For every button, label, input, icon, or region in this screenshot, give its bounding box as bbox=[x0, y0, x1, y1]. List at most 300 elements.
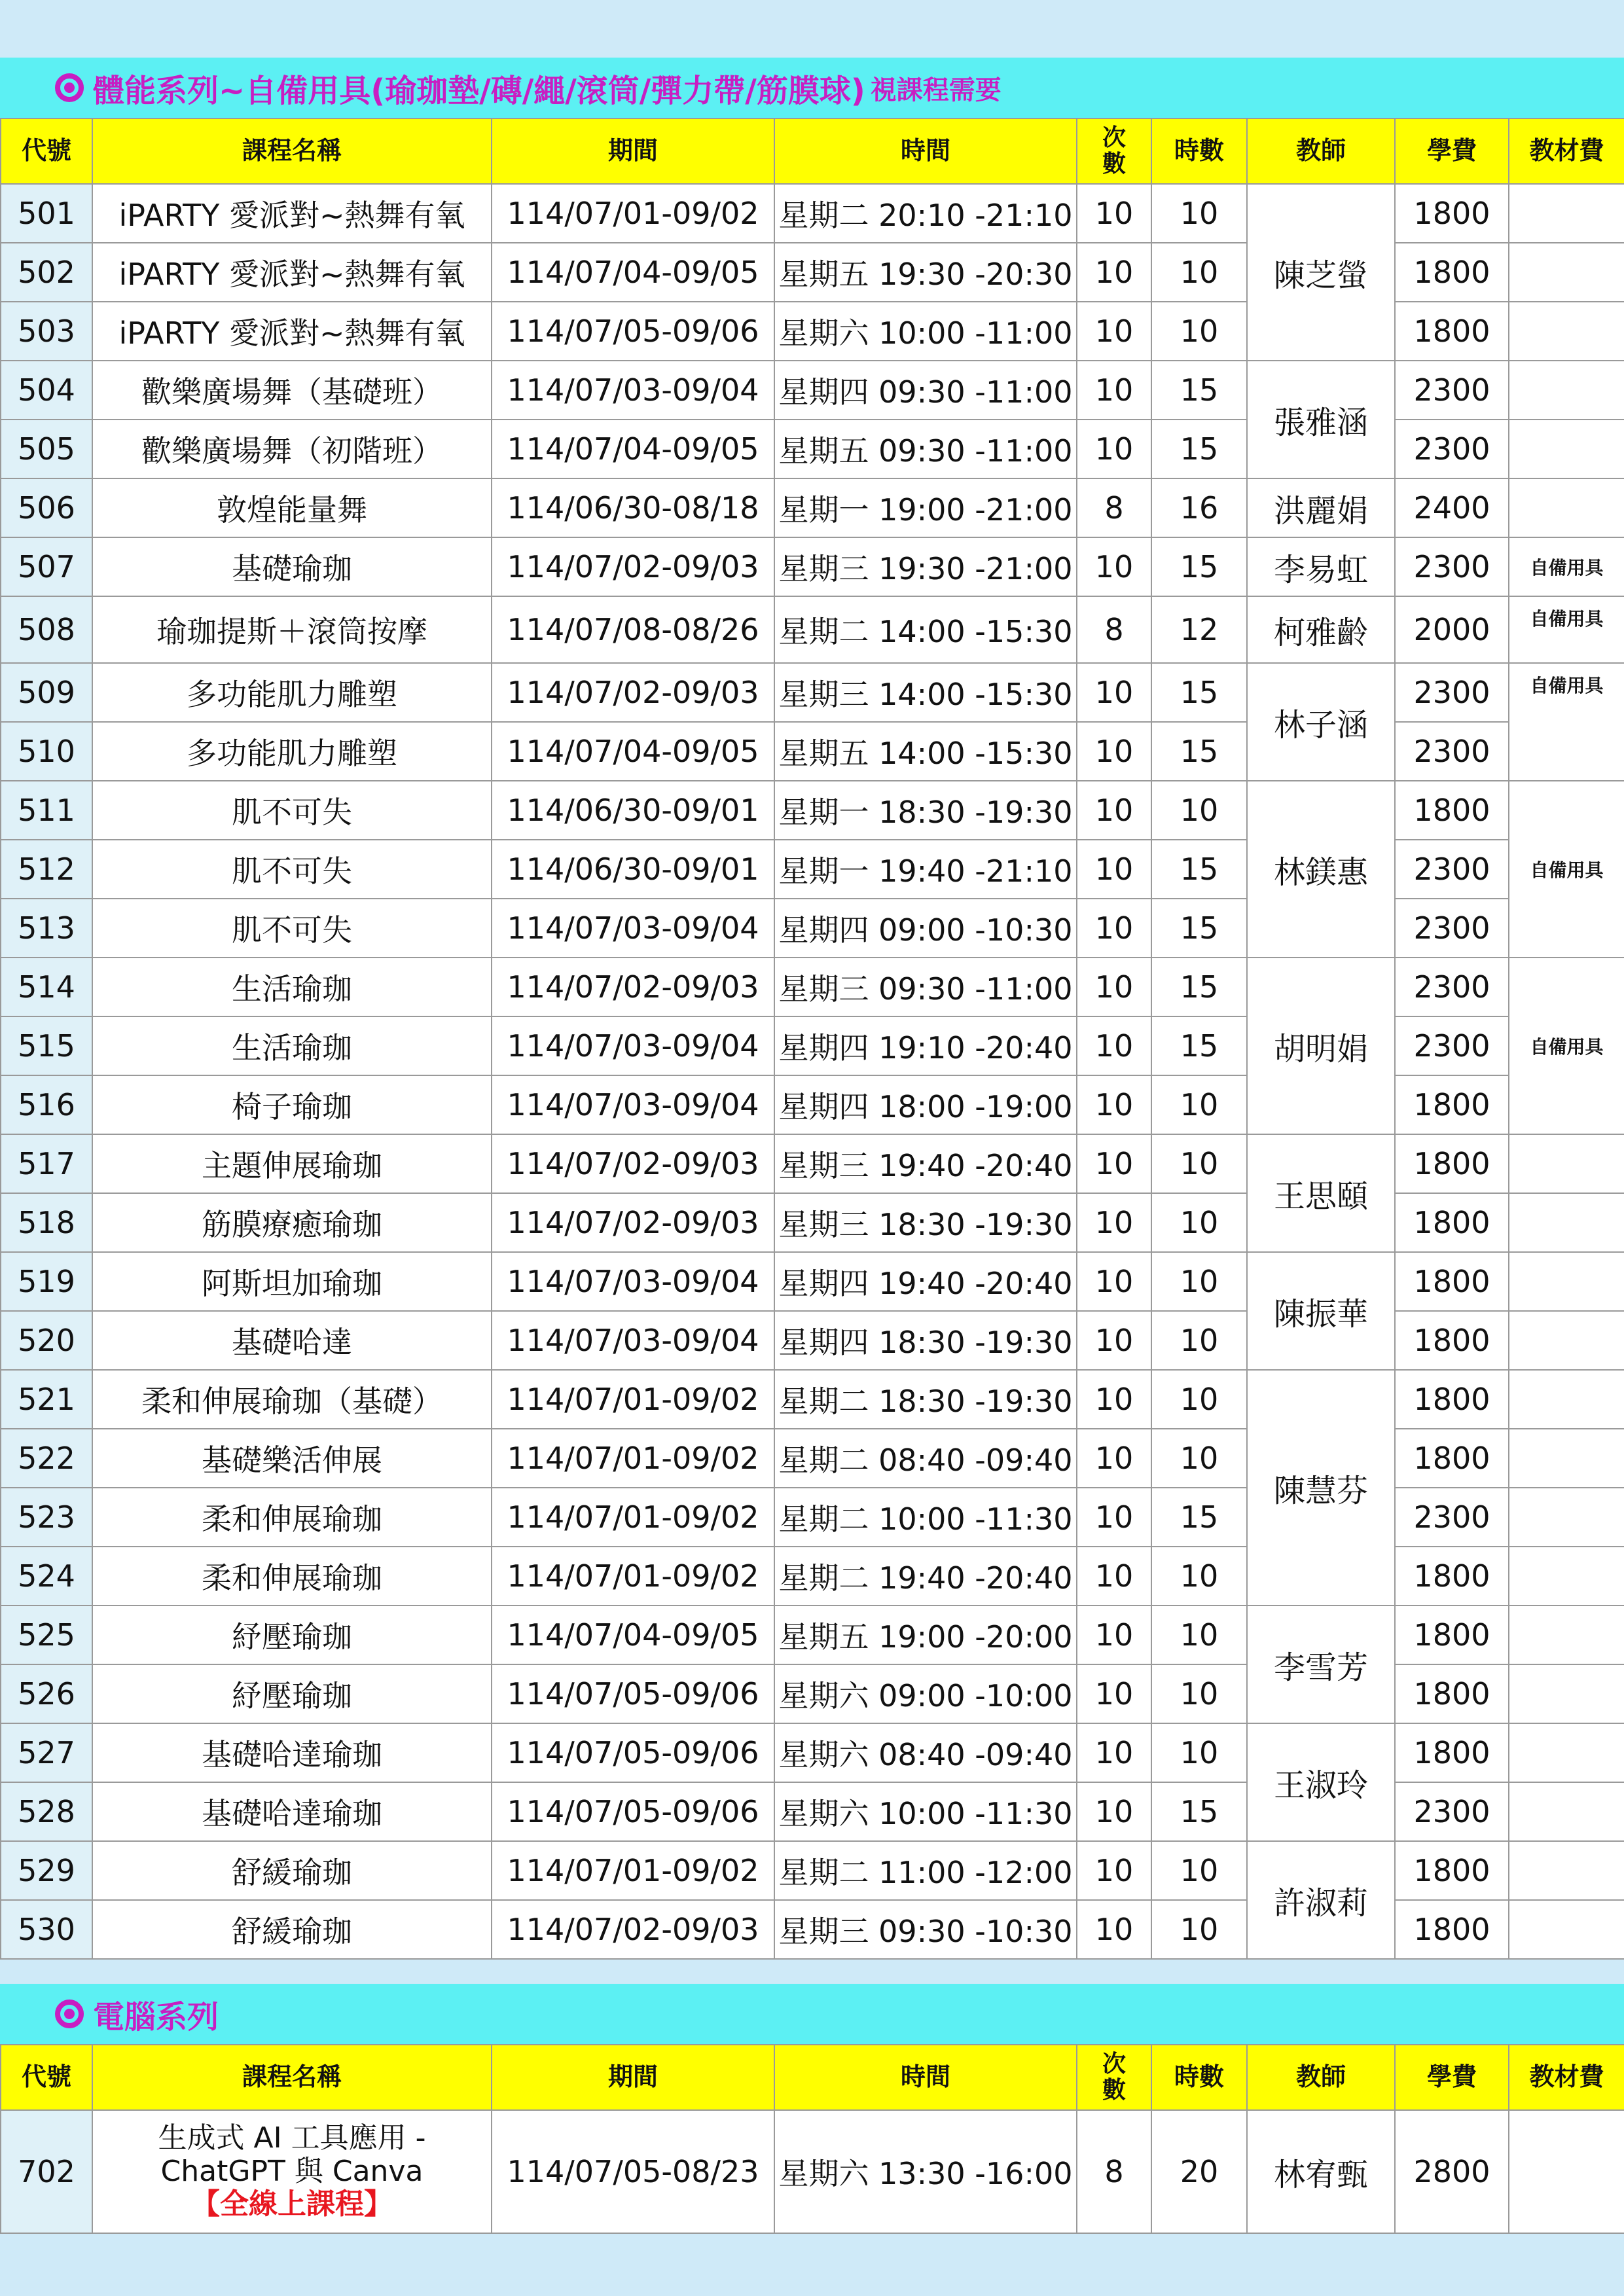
course-hours: 10 bbox=[1151, 1075, 1247, 1134]
course-period: 114/07/01-09/02 bbox=[492, 1488, 774, 1547]
course-name: 筋膜療癒瑜珈 bbox=[92, 1193, 492, 1252]
course-material: 自備用具 bbox=[1509, 663, 1624, 781]
course-code: 517 bbox=[1, 1134, 92, 1193]
course-code: 523 bbox=[1, 1488, 92, 1547]
course-material bbox=[1509, 1664, 1624, 1723]
course-fee: 2300 bbox=[1395, 537, 1509, 596]
course-sessions: 10 bbox=[1077, 1134, 1151, 1193]
course-material bbox=[1509, 1429, 1624, 1488]
course-time: 星期四 09:30 -11:00 bbox=[774, 361, 1077, 420]
course-name: 舒緩瑜珈 bbox=[92, 1841, 492, 1900]
course-period: 114/07/05-09/06 bbox=[492, 1782, 774, 1841]
course-name: 基礎哈達 bbox=[92, 1311, 492, 1370]
course-teacher: 林宥甄 bbox=[1247, 2110, 1395, 2233]
header-period: 期間 bbox=[492, 118, 774, 184]
course-hours: 10 bbox=[1151, 1252, 1247, 1311]
course-time: 星期二 20:10 -21:10 bbox=[774, 184, 1077, 243]
course-material bbox=[1509, 1134, 1624, 1193]
course-teacher: 王淑玲 bbox=[1247, 1723, 1395, 1841]
course-material bbox=[1509, 243, 1624, 302]
header-sessions: 次數 bbox=[1077, 118, 1151, 184]
course-period: 114/07/05-09/06 bbox=[492, 1723, 774, 1782]
course-time: 星期四 19:10 -20:40 bbox=[774, 1016, 1077, 1075]
course-fee: 1800 bbox=[1395, 1134, 1509, 1193]
course-hours: 10 bbox=[1151, 1547, 1247, 1605]
course-sessions: 10 bbox=[1077, 302, 1151, 361]
course-period: 114/07/02-09/03 bbox=[492, 958, 774, 1016]
course-time: 星期四 18:00 -19:00 bbox=[774, 1075, 1077, 1134]
course-hours: 10 bbox=[1151, 1605, 1247, 1664]
header-material: 教材費 bbox=[1509, 118, 1624, 184]
course-period: 114/06/30-09/01 bbox=[492, 840, 774, 899]
course-sessions: 10 bbox=[1077, 1016, 1151, 1075]
header-fee: 學費 bbox=[1395, 2045, 1509, 2110]
course-fee: 1800 bbox=[1395, 1723, 1509, 1782]
course-code: 515 bbox=[1, 1016, 92, 1075]
course-hours: 15 bbox=[1151, 420, 1247, 478]
course-code: 510 bbox=[1, 722, 92, 781]
course-time: 星期二 19:40 -20:40 bbox=[774, 1547, 1077, 1605]
course-material bbox=[1509, 1370, 1624, 1429]
course-sessions: 10 bbox=[1077, 243, 1151, 302]
course-material bbox=[1509, 1723, 1624, 1782]
course-period: 114/07/01-09/02 bbox=[492, 184, 774, 243]
course-name: 基礎哈達瑜珈 bbox=[92, 1782, 492, 1841]
course-hours: 10 bbox=[1151, 243, 1247, 302]
course-code: 507 bbox=[1, 537, 92, 596]
table-row bbox=[1, 478, 1624, 537]
course-time: 星期一 19:40 -21:10 bbox=[774, 840, 1077, 899]
section-title-fitness bbox=[0, 58, 1624, 118]
course-sessions: 10 bbox=[1077, 663, 1151, 722]
course-hours: 15 bbox=[1151, 1782, 1247, 1841]
header-code: 代號 bbox=[1, 118, 92, 184]
course-time: 星期六 08:40 -09:40 bbox=[774, 1723, 1077, 1782]
course-teacher: 陳芝螢 bbox=[1247, 184, 1395, 361]
course-code: 503 bbox=[1, 302, 92, 361]
course-sessions: 10 bbox=[1077, 1723, 1151, 1782]
course-hours: 15 bbox=[1151, 663, 1247, 722]
course-hours: 10 bbox=[1151, 1664, 1247, 1723]
course-code: 506 bbox=[1, 478, 92, 537]
section-title-text: 電腦系列 bbox=[93, 1998, 219, 2036]
course-time: 星期六 09:00 -10:00 bbox=[774, 1664, 1077, 1723]
course-hours: 15 bbox=[1151, 722, 1247, 781]
course-period: 114/07/02-09/03 bbox=[492, 663, 774, 722]
table-row bbox=[1, 1841, 1624, 1900]
course-code: 522 bbox=[1, 1429, 92, 1488]
course-period: 114/07/01-09/02 bbox=[492, 1429, 774, 1488]
header-code: 代號 bbox=[1, 2045, 92, 2110]
course-name: 瑜珈提斯＋滾筒按摩 bbox=[92, 596, 492, 663]
course-code: 528 bbox=[1, 1782, 92, 1841]
course-sessions: 10 bbox=[1077, 1429, 1151, 1488]
course-time: 星期五 19:00 -20:00 bbox=[774, 1605, 1077, 1664]
course-material bbox=[1509, 1900, 1624, 1959]
table-row bbox=[1, 1252, 1624, 1311]
course-name: iPARTY 愛派對~熱舞有氧 bbox=[92, 302, 492, 361]
course-fee: 1800 bbox=[1395, 1547, 1509, 1605]
course-name: 主題伸展瑜珈 bbox=[92, 1134, 492, 1193]
course-name: 肌不可失 bbox=[92, 899, 492, 958]
course-fee: 1800 bbox=[1395, 1900, 1509, 1959]
table-row bbox=[1, 184, 1624, 243]
course-teacher: 張雅涵 bbox=[1247, 361, 1395, 478]
section-title-text: 體能系列~自備用具(瑜珈墊/磚/繩/滾筒/彈力帶/筋膜球) bbox=[93, 72, 865, 109]
course-time: 星期四 09:00 -10:30 bbox=[774, 899, 1077, 958]
course-hours: 10 bbox=[1151, 302, 1247, 361]
course-name-line: ChatGPT 與 Canva bbox=[160, 2154, 424, 2188]
course-hours: 10 bbox=[1151, 1134, 1247, 1193]
course-code: 509 bbox=[1, 663, 92, 722]
course-fee: 2300 bbox=[1395, 1488, 1509, 1547]
course-code: 501 bbox=[1, 184, 92, 243]
course-teacher: 陳振華 bbox=[1247, 1252, 1395, 1370]
course-period: 114/07/04-09/05 bbox=[492, 722, 774, 781]
section-title-computer bbox=[0, 1984, 1624, 2044]
course-name: iPARTY 愛派對~熱舞有氧 bbox=[92, 184, 492, 243]
table-row bbox=[1, 1134, 1624, 1193]
course-time: 星期二 18:30 -19:30 bbox=[774, 1370, 1077, 1429]
course-period: 114/07/05-09/06 bbox=[492, 302, 774, 361]
course-hours: 10 bbox=[1151, 1193, 1247, 1252]
header-teacher: 教師 bbox=[1247, 118, 1395, 184]
course-fee: 1800 bbox=[1395, 1370, 1509, 1429]
table-row bbox=[1, 537, 1624, 596]
course-sessions: 10 bbox=[1077, 184, 1151, 243]
course-hours: 15 bbox=[1151, 899, 1247, 958]
course-name: 椅子瑜珈 bbox=[92, 1075, 492, 1134]
course-code: 529 bbox=[1, 1841, 92, 1900]
course-fee: 1800 bbox=[1395, 1311, 1509, 1370]
course-name: 基礎哈達瑜珈 bbox=[92, 1723, 492, 1782]
course-fee: 1800 bbox=[1395, 184, 1509, 243]
course-period: 114/07/05-08/23 bbox=[492, 2110, 774, 2233]
course-sessions: 8 bbox=[1077, 2110, 1151, 2233]
course-material bbox=[1509, 478, 1624, 537]
course-code: 514 bbox=[1, 958, 92, 1016]
course-fee: 2800 bbox=[1395, 2110, 1509, 2233]
course-name bbox=[92, 2110, 492, 2233]
course-name-line: 生成式 AI 工具應用 - bbox=[158, 2121, 426, 2155]
course-teacher: 許淑莉 bbox=[1247, 1841, 1395, 1959]
header-time: 時間 bbox=[774, 2045, 1077, 2110]
course-material bbox=[1509, 1488, 1624, 1547]
course-teacher: 陳慧芬 bbox=[1247, 1370, 1395, 1605]
course-period: 114/07/04-09/05 bbox=[492, 243, 774, 302]
course-name: 肌不可失 bbox=[92, 781, 492, 840]
course-hours: 10 bbox=[1151, 781, 1247, 840]
course-name: 敦煌能量舞 bbox=[92, 478, 492, 537]
course-period: 114/07/04-09/05 bbox=[492, 420, 774, 478]
course-sessions: 10 bbox=[1077, 1547, 1151, 1605]
course-hours: 20 bbox=[1151, 2110, 1247, 2233]
course-name: 肌不可失 bbox=[92, 840, 492, 899]
course-code: 502 bbox=[1, 243, 92, 302]
course-sessions: 8 bbox=[1077, 596, 1151, 663]
course-sessions: 10 bbox=[1077, 361, 1151, 420]
course-time: 星期一 19:00 -21:00 bbox=[774, 478, 1077, 537]
course-material bbox=[1509, 1311, 1624, 1370]
course-time: 星期五 14:00 -15:30 bbox=[774, 722, 1077, 781]
course-teacher: 李雪芳 bbox=[1247, 1605, 1395, 1723]
course-material bbox=[1509, 420, 1624, 478]
course-sessions: 10 bbox=[1077, 722, 1151, 781]
course-time: 星期一 18:30 -19:30 bbox=[774, 781, 1077, 840]
course-code: 508 bbox=[1, 596, 92, 663]
bullseye-icon bbox=[55, 2000, 84, 2028]
course-name: iPARTY 愛派對~熱舞有氧 bbox=[92, 243, 492, 302]
course-material bbox=[1509, 1252, 1624, 1311]
course-sessions: 10 bbox=[1077, 1488, 1151, 1547]
course-fee: 1800 bbox=[1395, 781, 1509, 840]
course-period: 114/07/04-09/05 bbox=[492, 1605, 774, 1664]
course-time: 星期六 10:00 -11:00 bbox=[774, 302, 1077, 361]
course-period: 114/07/02-09/03 bbox=[492, 537, 774, 596]
course-fee: 1800 bbox=[1395, 1605, 1509, 1664]
table-row bbox=[1, 781, 1624, 840]
course-name: 歡樂廣場舞（基礎班） bbox=[92, 361, 492, 420]
course-code: 527 bbox=[1, 1723, 92, 1782]
course-sessions: 10 bbox=[1077, 1075, 1151, 1134]
course-material bbox=[1509, 1547, 1624, 1605]
course-material bbox=[1509, 1193, 1624, 1252]
course-teacher: 林子涵 bbox=[1247, 663, 1395, 781]
course-time: 星期三 19:40 -20:40 bbox=[774, 1134, 1077, 1193]
course-period: 114/07/03-09/04 bbox=[492, 1075, 774, 1134]
course-name: 生活瑜珈 bbox=[92, 958, 492, 1016]
course-hours: 15 bbox=[1151, 958, 1247, 1016]
course-sessions: 10 bbox=[1077, 1782, 1151, 1841]
course-fee: 2000 bbox=[1395, 596, 1509, 663]
course-teacher: 洪麗娟 bbox=[1247, 478, 1395, 537]
course-time: 星期三 09:30 -11:00 bbox=[774, 958, 1077, 1016]
course-name: 紓壓瑜珈 bbox=[92, 1605, 492, 1664]
course-teacher: 林鎂惠 bbox=[1247, 781, 1395, 958]
course-time: 星期六 10:00 -11:30 bbox=[774, 1782, 1077, 1841]
header-sessions: 次數 bbox=[1077, 2045, 1151, 2110]
course-material bbox=[1509, 1782, 1624, 1841]
course-material bbox=[1509, 1841, 1624, 1900]
course-period: 114/07/03-09/04 bbox=[492, 1016, 774, 1075]
table-row bbox=[1, 663, 1624, 722]
course-period: 114/07/08-08/26 bbox=[492, 596, 774, 663]
course-code: 504 bbox=[1, 361, 92, 420]
header-hours: 時數 bbox=[1151, 118, 1247, 184]
course-hours: 10 bbox=[1151, 1429, 1247, 1488]
course-fee: 2400 bbox=[1395, 478, 1509, 537]
course-period: 114/07/01-09/02 bbox=[492, 1841, 774, 1900]
course-material: 自備用具 bbox=[1509, 596, 1624, 663]
course-time: 星期四 18:30 -19:30 bbox=[774, 1311, 1077, 1370]
course-fee: 2300 bbox=[1395, 420, 1509, 478]
course-period: 114/07/01-09/02 bbox=[492, 1370, 774, 1429]
course-fee: 2300 bbox=[1395, 361, 1509, 420]
header-period: 期間 bbox=[492, 2045, 774, 2110]
course-sessions: 10 bbox=[1077, 420, 1151, 478]
course-hours: 15 bbox=[1151, 1488, 1247, 1547]
course-sessions: 10 bbox=[1077, 537, 1151, 596]
course-period: 114/06/30-09/01 bbox=[492, 781, 774, 840]
course-time: 星期三 14:00 -15:30 bbox=[774, 663, 1077, 722]
course-code: 505 bbox=[1, 420, 92, 478]
course-hours: 10 bbox=[1151, 184, 1247, 243]
table-row bbox=[1, 1605, 1624, 1664]
course-time: 星期二 11:00 -12:00 bbox=[774, 1841, 1077, 1900]
course-hours: 10 bbox=[1151, 1311, 1247, 1370]
course-time: 星期五 09:30 -11:00 bbox=[774, 420, 1077, 478]
course-code: 518 bbox=[1, 1193, 92, 1252]
course-hours: 10 bbox=[1151, 1723, 1247, 1782]
fitness-course-table bbox=[0, 118, 1624, 1960]
course-sessions: 10 bbox=[1077, 1841, 1151, 1900]
course-fee: 1800 bbox=[1395, 243, 1509, 302]
course-hours: 10 bbox=[1151, 1900, 1247, 1959]
course-name: 柔和伸展瑜珈 bbox=[92, 1547, 492, 1605]
course-material bbox=[1509, 1605, 1624, 1664]
course-time: 星期二 08:40 -09:40 bbox=[774, 1429, 1077, 1488]
course-name: 基礎樂活伸展 bbox=[92, 1429, 492, 1488]
course-code: 512 bbox=[1, 840, 92, 899]
course-hours: 16 bbox=[1151, 478, 1247, 537]
course-time: 星期三 18:30 -19:30 bbox=[774, 1193, 1077, 1252]
course-material: 自備用具 bbox=[1509, 958, 1624, 1134]
course-material: 自備用具 bbox=[1509, 781, 1624, 958]
course-fee: 1800 bbox=[1395, 1429, 1509, 1488]
course-fee: 2300 bbox=[1395, 1016, 1509, 1075]
course-fee: 2300 bbox=[1395, 1782, 1509, 1841]
course-time: 星期三 19:30 -21:00 bbox=[774, 537, 1077, 596]
course-fee: 1800 bbox=[1395, 1841, 1509, 1900]
course-period: 114/07/02-09/03 bbox=[492, 1193, 774, 1252]
course-sessions: 10 bbox=[1077, 1370, 1151, 1429]
course-fee: 1800 bbox=[1395, 1075, 1509, 1134]
course-code: 702 bbox=[1, 2110, 92, 2233]
course-period: 114/07/02-09/03 bbox=[492, 1900, 774, 1959]
course-name: 生活瑜珈 bbox=[92, 1016, 492, 1075]
course-material bbox=[1509, 302, 1624, 361]
course-period: 114/07/02-09/03 bbox=[492, 1134, 774, 1193]
course-name: 多功能肌力雕塑 bbox=[92, 722, 492, 781]
course-fee: 1800 bbox=[1395, 1252, 1509, 1311]
computer-course-table bbox=[0, 2044, 1624, 2234]
course-name: 基礎瑜珈 bbox=[92, 537, 492, 596]
course-name: 多功能肌力雕塑 bbox=[92, 663, 492, 722]
course-material bbox=[1509, 184, 1624, 243]
course-sessions: 10 bbox=[1077, 958, 1151, 1016]
course-hours: 10 bbox=[1151, 1841, 1247, 1900]
course-code: 530 bbox=[1, 1900, 92, 1959]
course-teacher: 王思頤 bbox=[1247, 1134, 1395, 1252]
course-period: 114/07/01-09/02 bbox=[492, 1547, 774, 1605]
course-fee: 2300 bbox=[1395, 840, 1509, 899]
course-name: 歡樂廣場舞（初階班） bbox=[92, 420, 492, 478]
course-name: 柔和伸展瑜珈（基礎） bbox=[92, 1370, 492, 1429]
course-hours: 10 bbox=[1151, 1370, 1247, 1429]
course-code: 525 bbox=[1, 1605, 92, 1664]
course-fee: 2300 bbox=[1395, 899, 1509, 958]
course-code: 519 bbox=[1, 1252, 92, 1311]
header-name: 課程名稱 bbox=[92, 118, 492, 184]
course-period: 114/07/05-09/06 bbox=[492, 1664, 774, 1723]
course-sessions: 10 bbox=[1077, 1605, 1151, 1664]
course-time: 星期三 09:30 -10:30 bbox=[774, 1900, 1077, 1959]
course-sessions: 10 bbox=[1077, 1900, 1151, 1959]
course-time: 星期二 10:00 -11:30 bbox=[774, 1488, 1077, 1547]
course-sessions: 10 bbox=[1077, 1664, 1151, 1723]
course-code: 524 bbox=[1, 1547, 92, 1605]
course-name: 阿斯坦加瑜珈 bbox=[92, 1252, 492, 1311]
course-fee: 2300 bbox=[1395, 722, 1509, 781]
course-period: 114/07/03-09/04 bbox=[492, 899, 774, 958]
course-time: 星期六 13:30 -16:00 bbox=[774, 2110, 1077, 2233]
bullseye-icon bbox=[55, 73, 84, 102]
header-hours: 時數 bbox=[1151, 2045, 1247, 2110]
course-teacher: 李易虹 bbox=[1247, 537, 1395, 596]
header-name: 課程名稱 bbox=[92, 2045, 492, 2110]
course-code: 513 bbox=[1, 899, 92, 958]
course-sessions: 10 bbox=[1077, 1193, 1151, 1252]
header-teacher: 教師 bbox=[1247, 2045, 1395, 2110]
course-fee: 2300 bbox=[1395, 958, 1509, 1016]
course-code: 516 bbox=[1, 1075, 92, 1134]
course-material bbox=[1509, 2110, 1624, 2233]
course-time: 星期二 14:00 -15:30 bbox=[774, 596, 1077, 663]
course-teacher: 胡明娟 bbox=[1247, 958, 1395, 1134]
header-material: 教材費 bbox=[1509, 2045, 1624, 2110]
section-note: 視課程需要 bbox=[870, 75, 1001, 105]
table-row bbox=[1, 361, 1624, 420]
course-period: 114/07/03-09/04 bbox=[492, 1311, 774, 1370]
course-period: 114/06/30-08/18 bbox=[492, 478, 774, 537]
course-sessions: 8 bbox=[1077, 478, 1151, 537]
course-fee: 1800 bbox=[1395, 1664, 1509, 1723]
table-row bbox=[1, 958, 1624, 1016]
course-hours: 15 bbox=[1151, 537, 1247, 596]
course-code: 521 bbox=[1, 1370, 92, 1429]
course-code: 526 bbox=[1, 1664, 92, 1723]
course-fee: 1800 bbox=[1395, 302, 1509, 361]
header-time: 時間 bbox=[774, 118, 1077, 184]
course-fee: 2300 bbox=[1395, 663, 1509, 722]
course-material: 自備用具 bbox=[1509, 537, 1624, 596]
course-sessions: 10 bbox=[1077, 781, 1151, 840]
table-row bbox=[1, 1370, 1624, 1429]
course-hours: 15 bbox=[1151, 361, 1247, 420]
course-time: 星期五 19:30 -20:30 bbox=[774, 243, 1077, 302]
course-hours: 15 bbox=[1151, 1016, 1247, 1075]
course-sessions: 10 bbox=[1077, 1311, 1151, 1370]
course-time: 星期四 19:40 -20:40 bbox=[774, 1252, 1077, 1311]
course-sessions: 10 bbox=[1077, 1252, 1151, 1311]
course-sessions: 10 bbox=[1077, 899, 1151, 958]
table-row bbox=[1, 596, 1624, 663]
course-hours: 15 bbox=[1151, 840, 1247, 899]
course-name: 舒緩瑜珈 bbox=[92, 1900, 492, 1959]
course-name: 紓壓瑜珈 bbox=[92, 1664, 492, 1723]
header-fee: 學費 bbox=[1395, 118, 1509, 184]
course-code: 511 bbox=[1, 781, 92, 840]
table-row bbox=[1, 1723, 1624, 1782]
course-fee: 1800 bbox=[1395, 1193, 1509, 1252]
course-code: 520 bbox=[1, 1311, 92, 1370]
course-name: 柔和伸展瑜珈 bbox=[92, 1488, 492, 1547]
course-period: 114/07/03-09/04 bbox=[492, 361, 774, 420]
online-course-badge: 【全線上課程】 bbox=[191, 2187, 393, 2221]
course-material bbox=[1509, 361, 1624, 420]
table-row bbox=[1, 2110, 1624, 2233]
course-hours: 12 bbox=[1151, 596, 1247, 663]
